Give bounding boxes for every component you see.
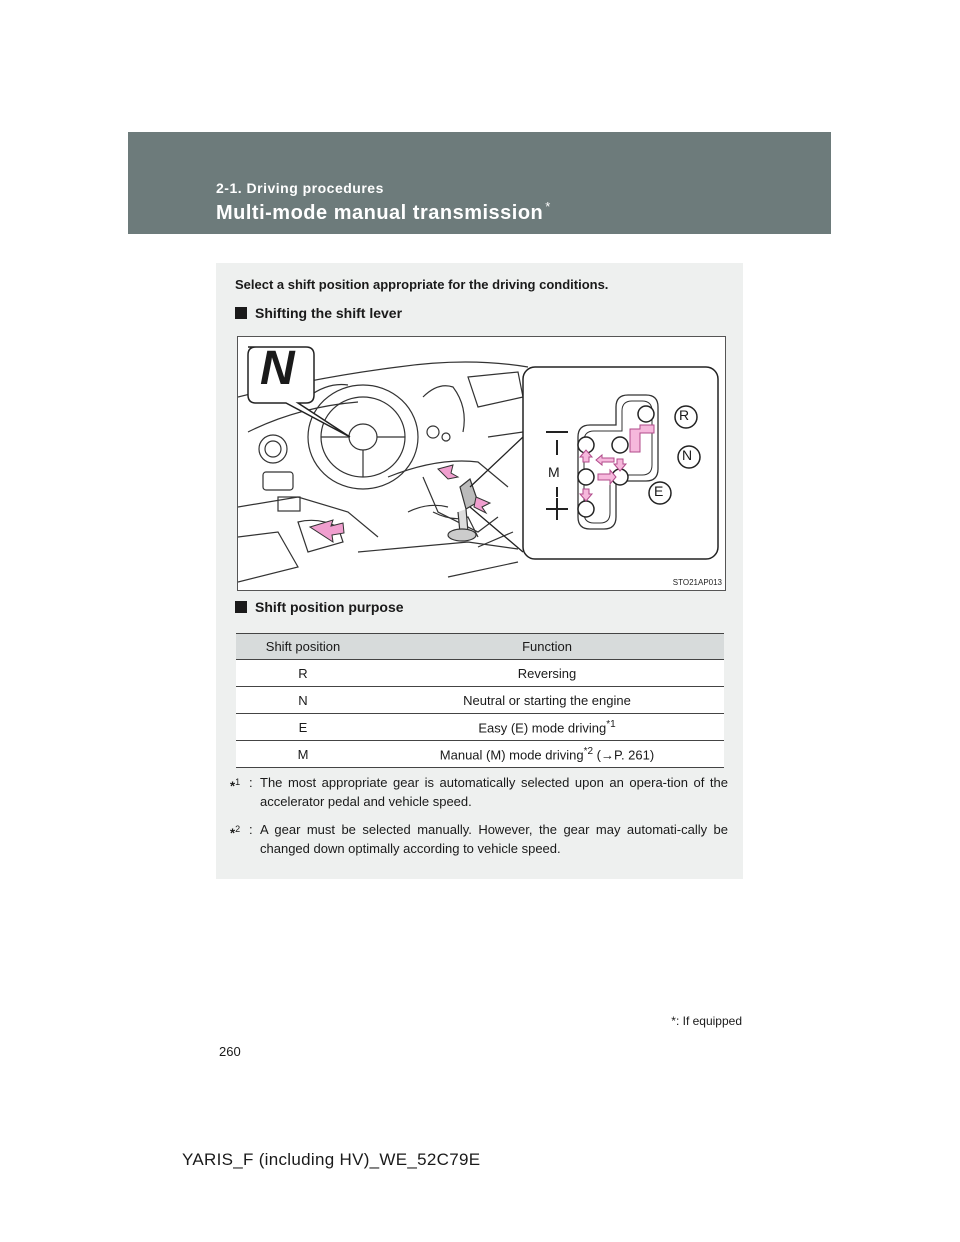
gate-letter-e: E <box>654 483 664 499</box>
position-cell: E <box>236 714 370 741</box>
table-row <box>236 687 724 714</box>
equipment-footnote-text: : If equipped <box>675 1014 742 1028</box>
title-asterisk: * <box>545 199 551 214</box>
subhead-purpose-text: Shift position purpose <box>255 599 404 615</box>
cockpit-drawing <box>238 337 725 590</box>
gate-letter-r: R <box>679 407 690 423</box>
footnote-ref: *2 <box>583 745 594 757</box>
subhead-shifting-text: Shifting the shift lever <box>255 305 403 321</box>
gate-letter-n: N <box>682 447 693 463</box>
column-header-position: Shift position <box>236 634 370 660</box>
footnote-number: 1 <box>235 777 241 787</box>
function-cell <box>370 687 724 714</box>
page-title <box>216 199 551 225</box>
table-row <box>236 714 724 741</box>
function-text: Easy (E) mode driving <box>478 720 607 736</box>
asterisk: * <box>230 825 236 841</box>
section-label: 2-1. Driving procedures <box>216 180 384 196</box>
footnote-2-mark <box>230 820 240 842</box>
page-reference-link[interactable]: (→P. 261) <box>593 747 655 763</box>
callout-letter: N <box>260 342 296 395</box>
function-text: Manual (M) mode driving <box>439 747 584 763</box>
section-header <box>128 132 831 234</box>
subhead-purpose <box>235 599 404 615</box>
footnote-1 <box>230 773 728 811</box>
document-id: YARIS_F (including HV)_WE_52C79E <box>182 1150 481 1169</box>
function-text: Neutral or starting the engine <box>463 692 631 708</box>
page-title-text: Multi-mode manual transmission <box>216 202 544 224</box>
table-row <box>236 741 724 768</box>
intro-text: Select a shift position appropriate for the driving conditions. <box>235 277 609 292</box>
table-header-row <box>236 634 724 660</box>
position-cell: R <box>236 660 370 687</box>
shift-position-table <box>236 633 724 768</box>
function-cell <box>370 741 724 768</box>
footnote-1-mark <box>230 773 240 795</box>
footnote-1-text: The most appropriate gear is automatically selected upon an opera-tion of the accelerator pedal and vehicle speed. <box>260 775 728 809</box>
function-text: Reversing <box>517 665 577 681</box>
equipment-footnote <box>671 1014 742 1028</box>
footnote-ref: *1 <box>606 718 616 730</box>
figure-code: STO21AP013 <box>672 578 722 587</box>
table-row <box>236 660 724 687</box>
colon: : <box>249 822 253 837</box>
column-header-function: Function <box>370 634 724 660</box>
function-cell <box>370 660 724 687</box>
position-cell: N <box>236 687 370 714</box>
colon: : <box>249 775 253 790</box>
asterisk: * <box>230 778 236 794</box>
footnote-2 <box>230 820 728 858</box>
subhead-shifting <box>235 305 402 321</box>
function-cell <box>370 714 724 741</box>
manual-mode-letter: M <box>548 464 560 480</box>
position-cell: M <box>236 741 370 768</box>
page-number: 260 <box>219 1044 241 1059</box>
square-bullet-icon <box>235 307 247 319</box>
footnote-2-text: A gear must be selected manually. However, the gear may automati-cally be changed down optimally according to vehicle speed. <box>260 822 728 856</box>
asterisk: * <box>671 1014 676 1028</box>
square-bullet-icon <box>235 601 247 613</box>
shift-lever-illustration <box>237 336 726 591</box>
content-panel <box>216 263 743 879</box>
footnote-number: 2 <box>235 824 241 834</box>
